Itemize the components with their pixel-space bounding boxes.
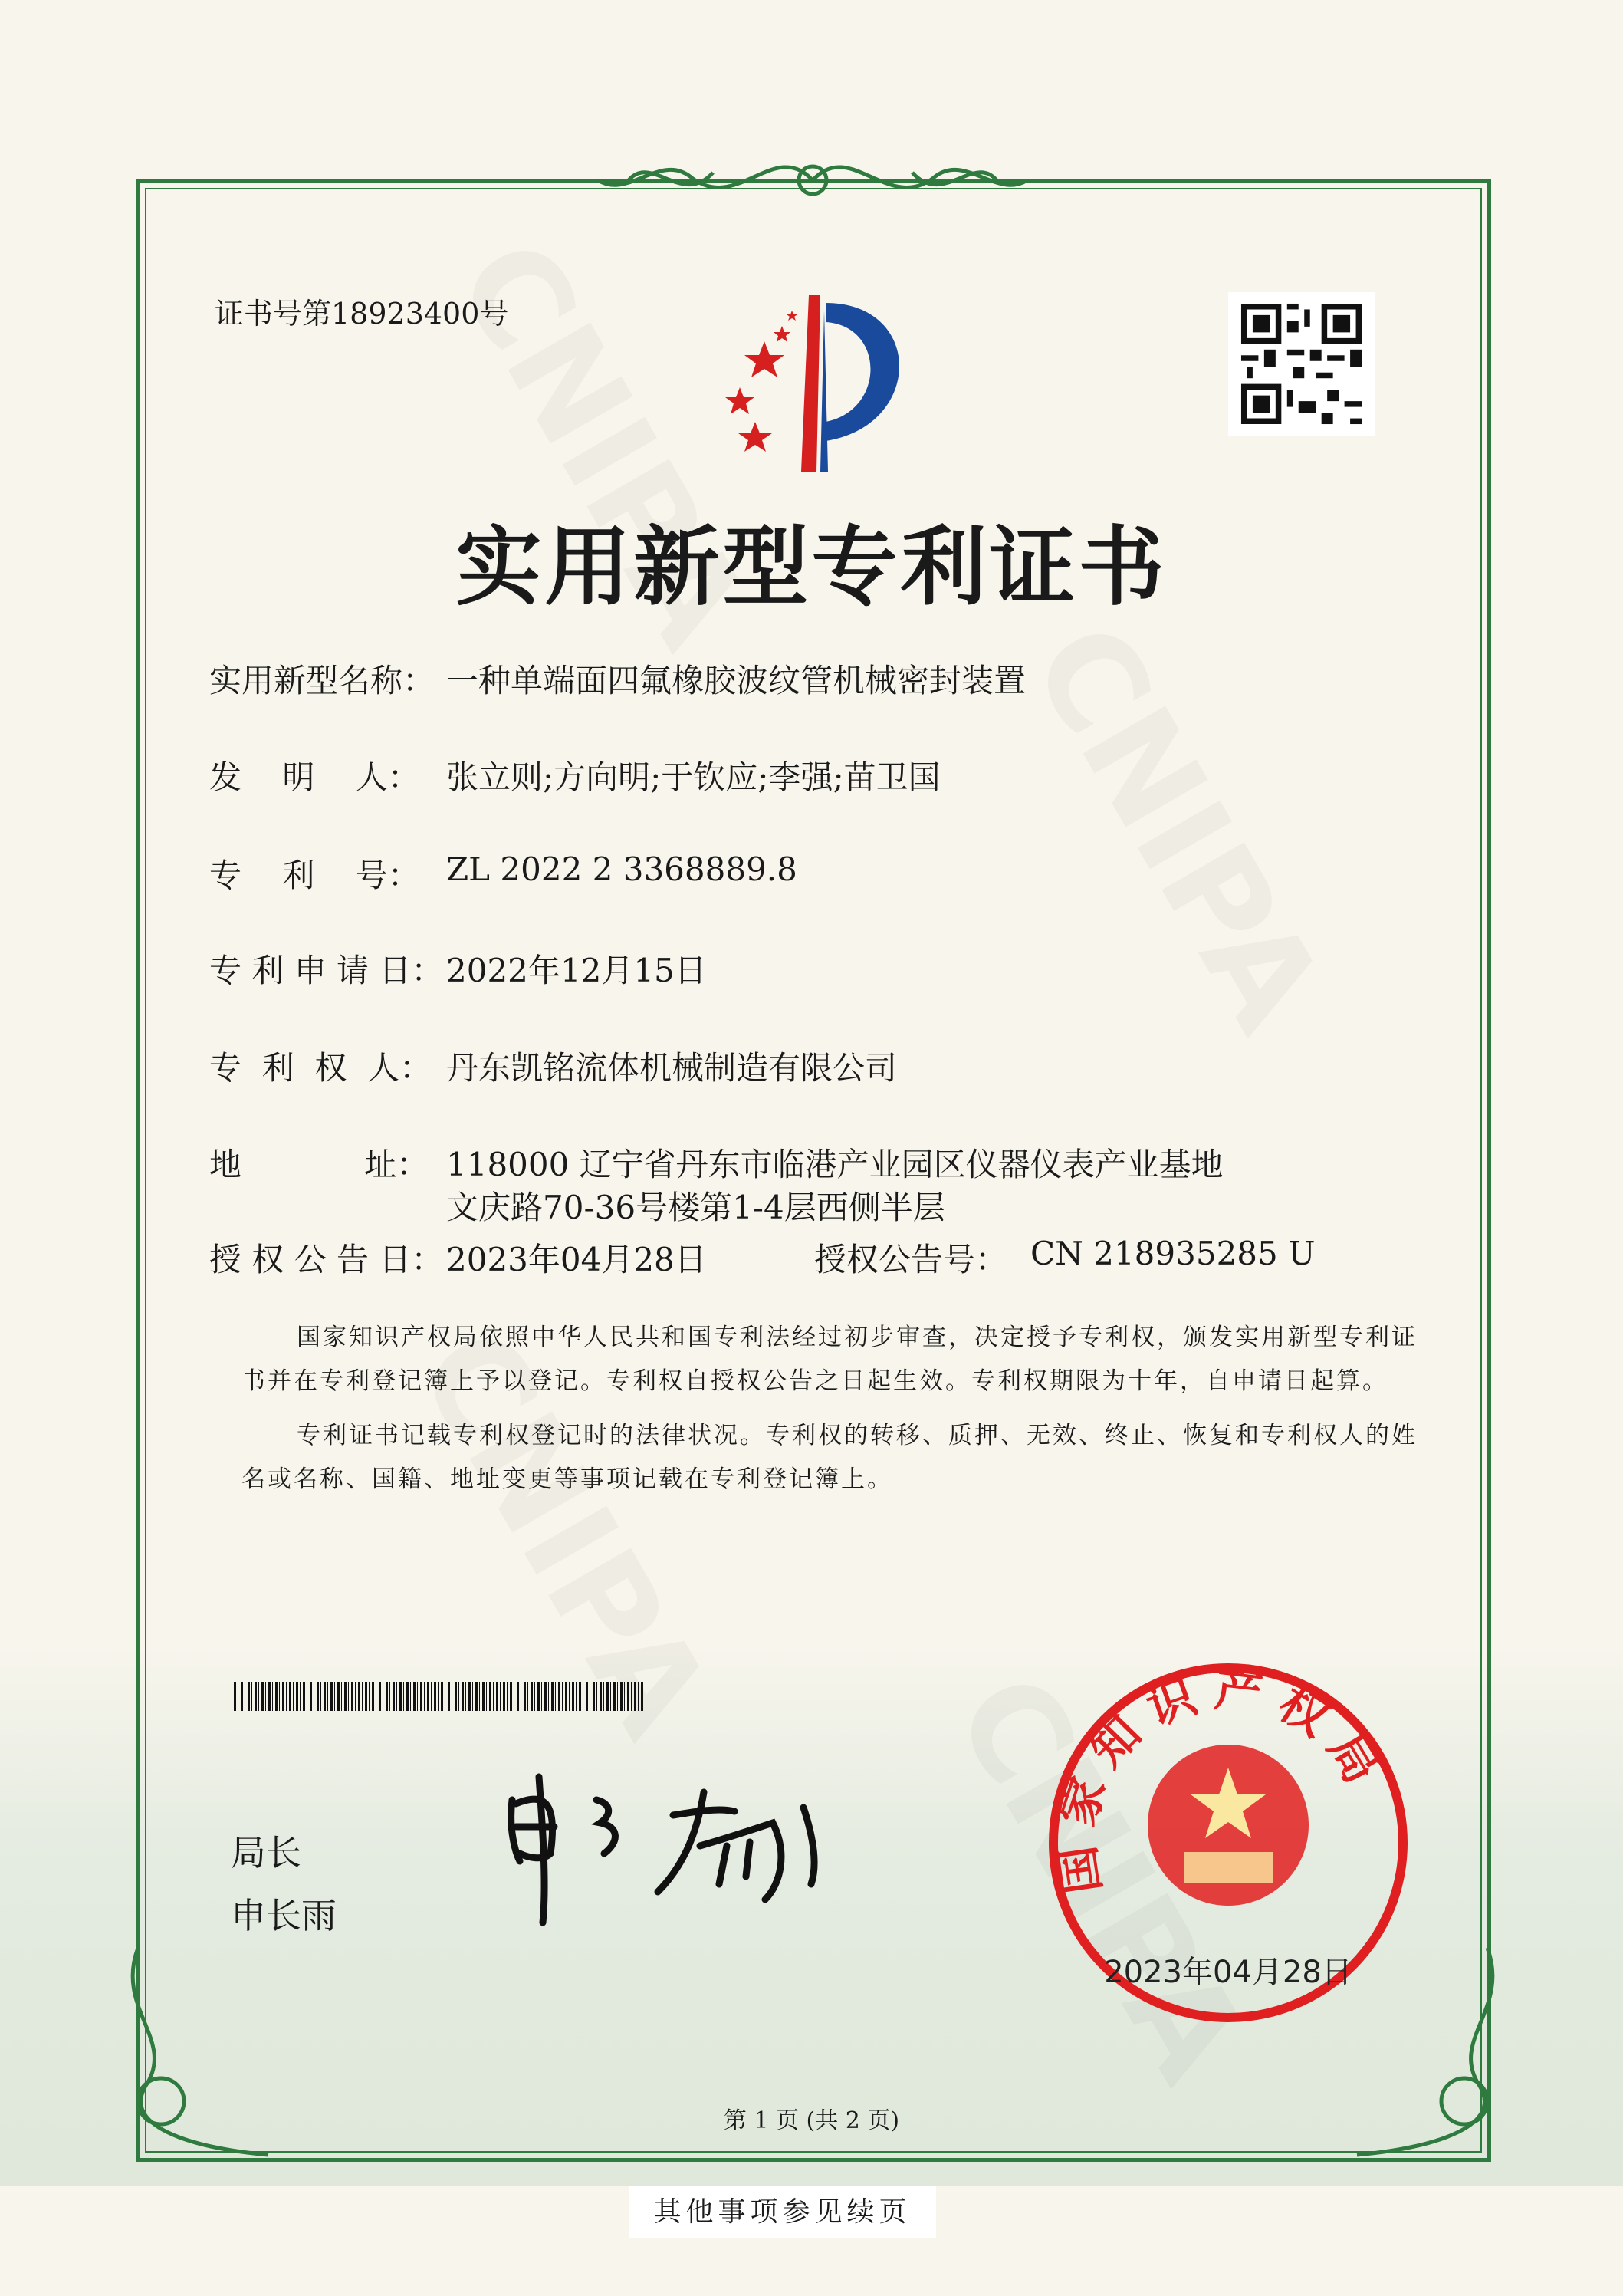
certificate-number: 证书号第18923400号 [215,297,509,331]
field-label: 地 址： [209,1146,429,1183]
certificate-title: 实用新型专利证书 [455,517,1168,617]
seal-text: 国家知识产权局 [1046,1660,1398,1898]
ornament-corner-left-icon [115,1948,291,2178]
field-value: ZL 2022 2 3368889.8 [446,850,797,888]
field-value: 118000 辽宁省丹东市临港产业园区仪器仪表产业基地 [446,1146,1224,1183]
qr-code [1228,292,1375,436]
statement-paragraph: 国家知识产权局依照中华人民共和国专利法经过初步审查，决定授予专利权，颁发实用新型专利证书并在专利登记簿上予以登记。专利权自授权公告之日起生效。专利权期限为十年，自申请日起算。 [241,1324,1418,1395]
certificate-statement [241,1316,1422,1512]
field-label: 专 利 号： [209,857,420,894]
field-value: CN 218935285 U [1030,1235,1316,1272]
field-value: 2022年12月15日 [446,952,707,989]
qr-code-icon [1228,292,1375,436]
statement-paragraph: 专利证书记载专利权登记时的法律状况。专利权的转移、质押、无效、终止、恢复和专利权人的姓名或名称、国籍、地址变更等事项记载在专利登记簿上。 [241,1422,1418,1493]
page-number: 第 1 页 (共 2 页) [723,2107,900,2134]
field-value: 张立则;方向明;于钦应;李强;苗卫国 [446,758,941,796]
director-name: 申长雨 [231,1895,337,1936]
field-label: 专 利 申 请 日： [209,952,444,989]
field-value-line2: 文庆路70-36号楼第1-4层西侧半层 [446,1189,945,1226]
field-label: 授 权 公 告 日： [209,1241,444,1278]
field-value: 丹东凯铭流体机械制造有限公司 [446,1049,898,1087]
ornament-top-icon [583,138,1043,222]
field-label: 专 利 权 人： [209,1049,432,1087]
seal-date: 2023年04月28日 [1104,1955,1352,1990]
field-value: 2023年04月28日 [446,1241,707,1278]
director-title: 局长 [231,1832,301,1873]
signature-icon [497,1769,834,1926]
continued-note: 其他事项参见续页 [629,2186,936,2238]
barcode [234,1682,643,1711]
field-label: 发 明 人： [209,758,420,796]
field-label: 实用新型名称： [209,662,435,699]
field-label: 授权公告号： [814,1241,1008,1278]
field-value: 一种单端面四氟橡胶波纹管机械密封装置 [446,662,1027,699]
cnipa-logo-icon [694,288,939,479]
